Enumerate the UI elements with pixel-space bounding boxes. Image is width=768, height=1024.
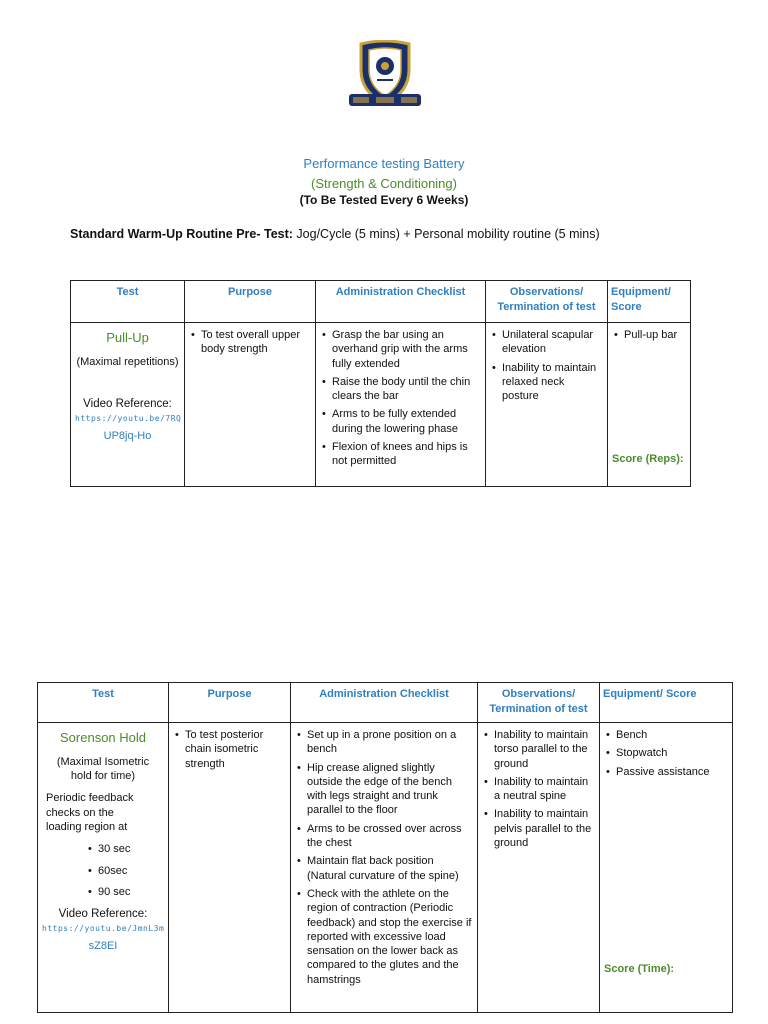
list-item: • Set up in a prone position on a bench — [295, 728, 473, 757]
col-header-observations: Observations/ Termination of test — [478, 683, 600, 723]
feedback-note: Periodic feedback checks on the loading region at — [46, 792, 134, 834]
observations-cell — [478, 723, 600, 1013]
purpose-cell — [185, 323, 316, 487]
test-name: Pull-Up — [106, 330, 149, 345]
video-reference-link[interactable]: https://youtu.be/JmnL3m — [42, 924, 165, 934]
list-item: • Arms to be fully extended during the lowering phase — [320, 407, 481, 436]
warmup-routine — [70, 227, 600, 241]
col-header-test: Test — [38, 683, 169, 723]
video-reference-label: Video Reference: — [58, 908, 148, 921]
warmup-text: Jog/Cycle (5 mins) + Personal mobility routine (5 mins) — [292, 227, 600, 241]
table-header-row — [38, 683, 733, 723]
test-cell — [38, 723, 169, 1013]
col-header-purpose: Purpose — [185, 281, 316, 323]
list-item: • Inability to maintain a neutral spine — [482, 775, 595, 804]
list-item: • Raise the body until the chin clears the bar — [320, 375, 481, 404]
list-item: • Unilateral scapular elevation — [490, 328, 603, 357]
col-header-checklist: Administration Checklist — [316, 281, 486, 323]
list-item: • Inability to maintain torso parallel to the ground — [482, 728, 595, 771]
list-item: • Check with the athlete on the region of contraction (Periodic feedback) and stop the exercise if reported with excessive load sensation on the lower back as compared to the glutes and the hamstrings — [295, 887, 473, 987]
list-item: • Inability to maintain pelvis parallel to the ground — [482, 807, 595, 850]
table-row — [71, 323, 691, 487]
table-header-row — [71, 281, 691, 323]
purpose-cell — [169, 723, 291, 1013]
warmup-label: Standard Warm-Up Routine Pre- Test: — [70, 227, 293, 241]
list-item: • Stopwatch — [604, 746, 728, 760]
score-label: Score (Time): — [604, 962, 675, 975]
col-header-observations: Observations/ Termination of test — [486, 281, 608, 323]
academy-crest-icon — [343, 40, 427, 112]
timing-list — [86, 842, 164, 899]
page-title: Performance testing Battery — [303, 156, 465, 171]
checklist-cell — [316, 323, 486, 487]
list-item: • 90 sec — [86, 885, 164, 899]
video-reference-link[interactable]: https://youtu.be/7RQ — [75, 414, 182, 424]
list-item: • Flexion of knees and hips is not permitted — [320, 440, 481, 469]
list-item: • Pull-up bar — [612, 328, 686, 342]
video-reference-link-id[interactable]: sZ8EI — [88, 939, 118, 952]
sorenson-test-table — [37, 682, 733, 1013]
test-frequency-note: (To Be Tested Every 6 Weeks) — [299, 193, 469, 207]
checklist-cell — [291, 723, 478, 1013]
list-item: • To test overall upper body strength — [189, 328, 311, 357]
test-name: Sorenson Hold — [60, 730, 146, 745]
table-row — [38, 723, 733, 1013]
score-label: Score (Reps): — [612, 452, 684, 465]
video-reference-link-id[interactable]: UP8jq-Ho — [103, 429, 152, 442]
page-subtitle: (Strength & Conditioning) — [311, 176, 457, 191]
test-subtitle: (Maximal repetitions) — [76, 355, 179, 368]
list-item: • To test posterior chain isometric strength — [173, 728, 286, 771]
list-item: • Arms to be crossed over across the chest — [295, 822, 473, 851]
col-header-purpose: Purpose — [169, 683, 291, 723]
academy-logo — [343, 40, 427, 112]
video-reference-label: Video Reference: — [83, 398, 172, 411]
list-item: • Grasp the bar using an overhand grip with the arms fully extended — [320, 328, 481, 371]
list-item: • Inability to maintain relaxed neck posture — [490, 361, 603, 404]
test-cell — [71, 323, 185, 487]
list-item: • 60sec — [86, 864, 164, 878]
equipment-cell — [600, 723, 733, 1013]
list-item: • Hip crease aligned slightly outside the edge of the bench with legs straight and trunk parallel to the floor — [295, 761, 473, 818]
pullup-test-table — [70, 280, 691, 487]
list-item: • Passive assistance — [604, 765, 728, 779]
equipment-cell — [608, 323, 691, 487]
list-item: • Bench — [604, 728, 728, 742]
col-header-equipment: Equipment/ Score — [608, 281, 691, 323]
col-header-test: Test — [71, 281, 185, 323]
observations-cell — [486, 323, 608, 487]
list-item: • 30 sec — [86, 842, 164, 856]
test-subtitle: (Maximal Isometric hold for time) — [56, 755, 150, 783]
list-item: • Maintain flat back position (Natural curvature of the spine) — [295, 854, 473, 883]
col-header-checklist: Administration Checklist — [291, 683, 478, 723]
col-header-equipment: Equipment/ Score — [600, 683, 733, 723]
